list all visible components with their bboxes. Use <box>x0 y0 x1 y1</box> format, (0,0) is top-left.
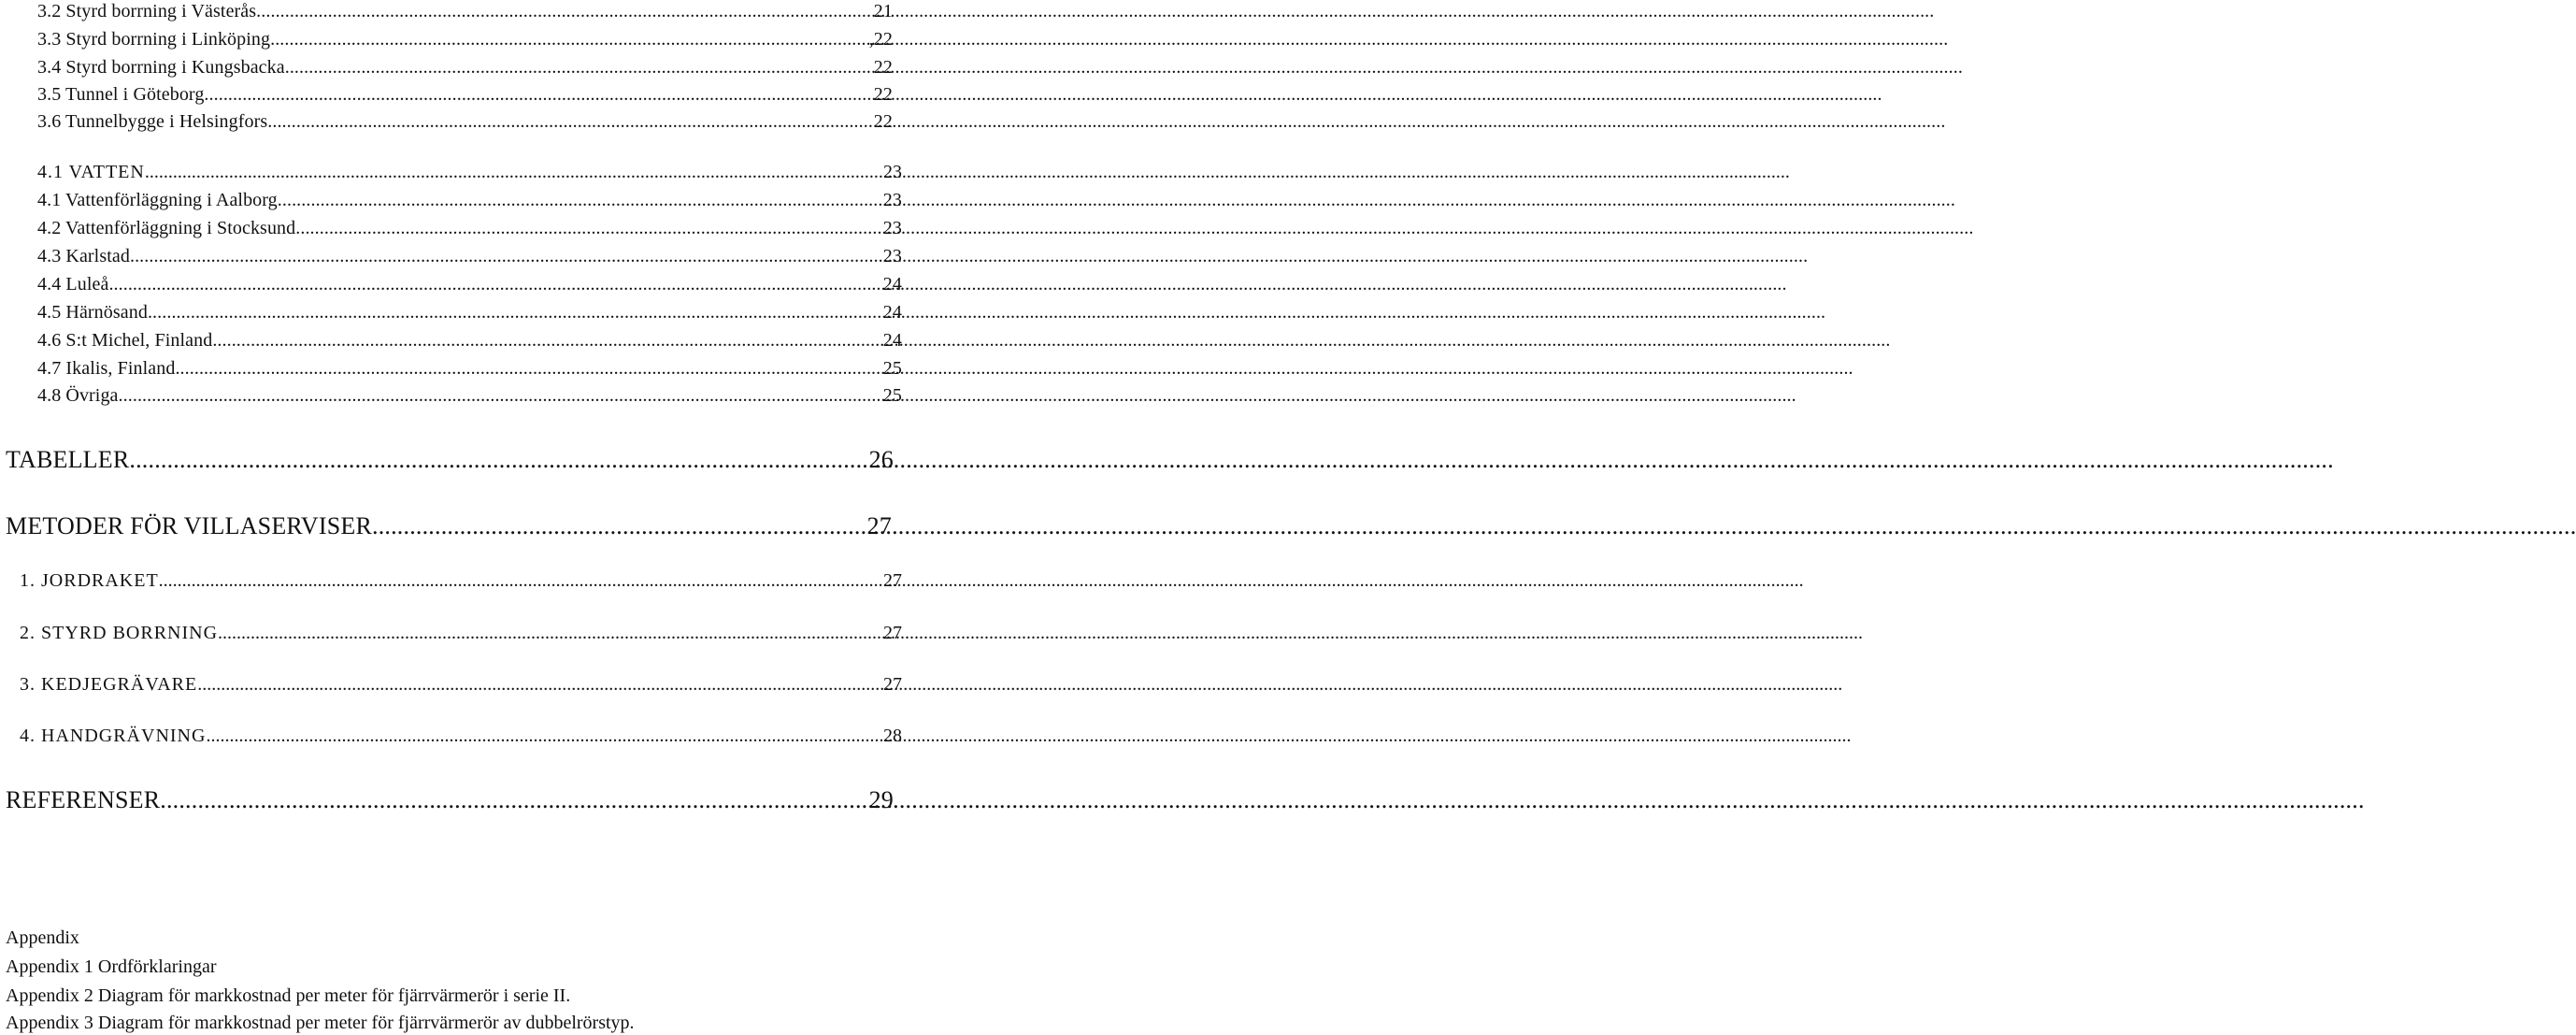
toc-entry-label: REFERENSER <box>6 786 161 813</box>
toc-page-number: 25 <box>882 385 902 406</box>
toc-entry-label: 4.1 VATTEN <box>37 162 145 182</box>
toc-page-number: 27 <box>883 570 902 591</box>
toc-page-number: 22 <box>873 111 893 132</box>
toc-leader-dots <box>256 2 874 21</box>
toc-leader-dots <box>148 303 883 322</box>
toc-entry-label: 4.2 Vattenförläggning i Stocksund <box>37 218 296 238</box>
toc-entry-label: 4.3 Karlstad <box>37 246 130 266</box>
toc-entry-label: 4.1 Vattenförläggning i Aalborg <box>37 190 278 210</box>
toc-leader-dots <box>160 788 863 812</box>
toc-entry-label: 4.5 Härnösand <box>37 302 148 323</box>
toc-entry-method-2[interactable] <box>20 624 902 642</box>
toc-leader-dots <box>175 359 882 378</box>
toc-entry-label: 3.5 Tunnel i Göteborg <box>37 84 205 105</box>
toc-page-number: ,22 <box>868 29 893 50</box>
toc-entry-3-4[interactable] <box>37 58 893 77</box>
toc-entry-label: 2. STYRD BORRNING <box>20 623 219 643</box>
appendix-item-2: Appendix 2 Diagram för markkostnad per meter för fjärrvärmerör i serie II. <box>6 985 571 1006</box>
toc-leader-dots <box>372 514 861 539</box>
toc-entry-metoder[interactable] <box>6 514 892 539</box>
toc-page-number: 23 <box>882 246 902 266</box>
toc-entry-4-8[interactable] <box>37 386 902 405</box>
toc-page-number: 27 <box>860 512 892 539</box>
toc-entry-3-2[interactable] <box>37 2 893 21</box>
toc-page-number: 21 <box>873 1 893 22</box>
toc-leader-dots <box>159 571 883 590</box>
toc-page-number: 24 <box>882 330 902 351</box>
toc-entry-label: 1. JORDRAKET <box>20 570 159 591</box>
toc-page-number: 29 <box>862 786 894 813</box>
toc-entry-4-3[interactable] <box>37 247 902 266</box>
toc-entry-label: 4.7 Ikalis, Finland <box>37 358 176 379</box>
toc-page-number: 28 <box>883 726 902 746</box>
toc-page-number: 25 <box>882 358 902 379</box>
toc-entry-4-1[interactable] <box>37 191 902 209</box>
appendix-item-3: Appendix 3 Diagram för markkostnad per meter för fjärrvärmerör av dubbelrörstyp. <box>6 1013 635 1033</box>
toc-leader-dots <box>212 331 882 350</box>
toc-entry-label: 3. KEDJEGRÄVARE <box>20 674 198 695</box>
toc-entry-referenser[interactable] <box>6 788 894 812</box>
toc-leader-dots <box>267 112 874 131</box>
toc-entry-4-4[interactable] <box>37 275 902 294</box>
toc-entry-4-vatten[interactable] <box>37 163 902 181</box>
toc-page-number: 24 <box>882 274 902 295</box>
toc-entry-method-1[interactable] <box>20 571 902 590</box>
toc-entry-3-5[interactable] <box>37 85 893 104</box>
toc-entry-label: 4.8 Övriga <box>37 385 119 406</box>
toc-entry-method-3[interactable] <box>20 675 902 694</box>
toc-entry-label: 4.4 Luleå <box>37 274 109 295</box>
toc-leader-dots <box>270 30 869 49</box>
toc-entry-label: 3.6 Tunnelbygge i Helsingfors <box>37 111 268 132</box>
toc-entry-label: METODER FÖR VILLASERVISER <box>6 512 372 539</box>
appendix-heading: Appendix <box>6 927 79 948</box>
toc-leader-dots <box>206 726 883 745</box>
toc-leader-dots <box>129 448 863 472</box>
toc-entry-4-5[interactable] <box>37 303 902 322</box>
toc-leader-dots <box>295 219 883 237</box>
toc-entry-method-4[interactable] <box>20 726 902 745</box>
toc-entry-label: 4.6 S:t Michel, Finland <box>37 330 213 351</box>
toc-entry-tabeller[interactable] <box>6 448 894 472</box>
toc-page-number: 23 <box>882 218 902 238</box>
toc-leader-dots <box>119 386 883 405</box>
toc-page-number: 24 <box>882 302 902 323</box>
toc-leader-dots <box>130 247 883 266</box>
toc-entry-label: 3.2 Styrd borrning i Västerås <box>37 1 257 22</box>
toc-entry-label: 4. HANDGRÄVNING <box>20 726 207 746</box>
toc-leader-dots <box>145 163 883 181</box>
toc-page-number: 23 <box>883 162 902 182</box>
toc-entry-label: 3.4 Styrd borrning i Kungsbacka <box>37 57 285 78</box>
toc-leader-dots <box>204 85 873 104</box>
toc-entry-3-6[interactable] <box>37 112 893 131</box>
toc-page-number: 22 <box>873 84 893 105</box>
toc-page-number: 27 <box>883 623 902 643</box>
toc-page-number: 22 <box>873 57 893 78</box>
appendix-item-1: Appendix 1 Ordförklaringar <box>6 956 217 977</box>
toc-entry-4-7[interactable] <box>37 359 902 378</box>
toc-leader-dots <box>278 191 883 209</box>
toc-entry-label: TABELLER <box>6 446 130 473</box>
toc-entry-3-3[interactable] <box>37 30 893 49</box>
toc-leader-dots <box>285 58 874 77</box>
toc-page-number: 27 <box>883 674 902 695</box>
toc-leader-dots <box>108 275 882 294</box>
toc-entry-4-6[interactable] <box>37 331 902 350</box>
toc-page-number: 26 <box>862 446 894 473</box>
toc-page-number: 23 <box>882 190 902 210</box>
toc-entry-label: 3.3 Styrd borrning i Linköping <box>37 29 271 50</box>
toc-leader-dots <box>197 675 883 694</box>
toc-leader-dots <box>218 624 883 642</box>
toc-entry-4-2[interactable] <box>37 219 902 237</box>
